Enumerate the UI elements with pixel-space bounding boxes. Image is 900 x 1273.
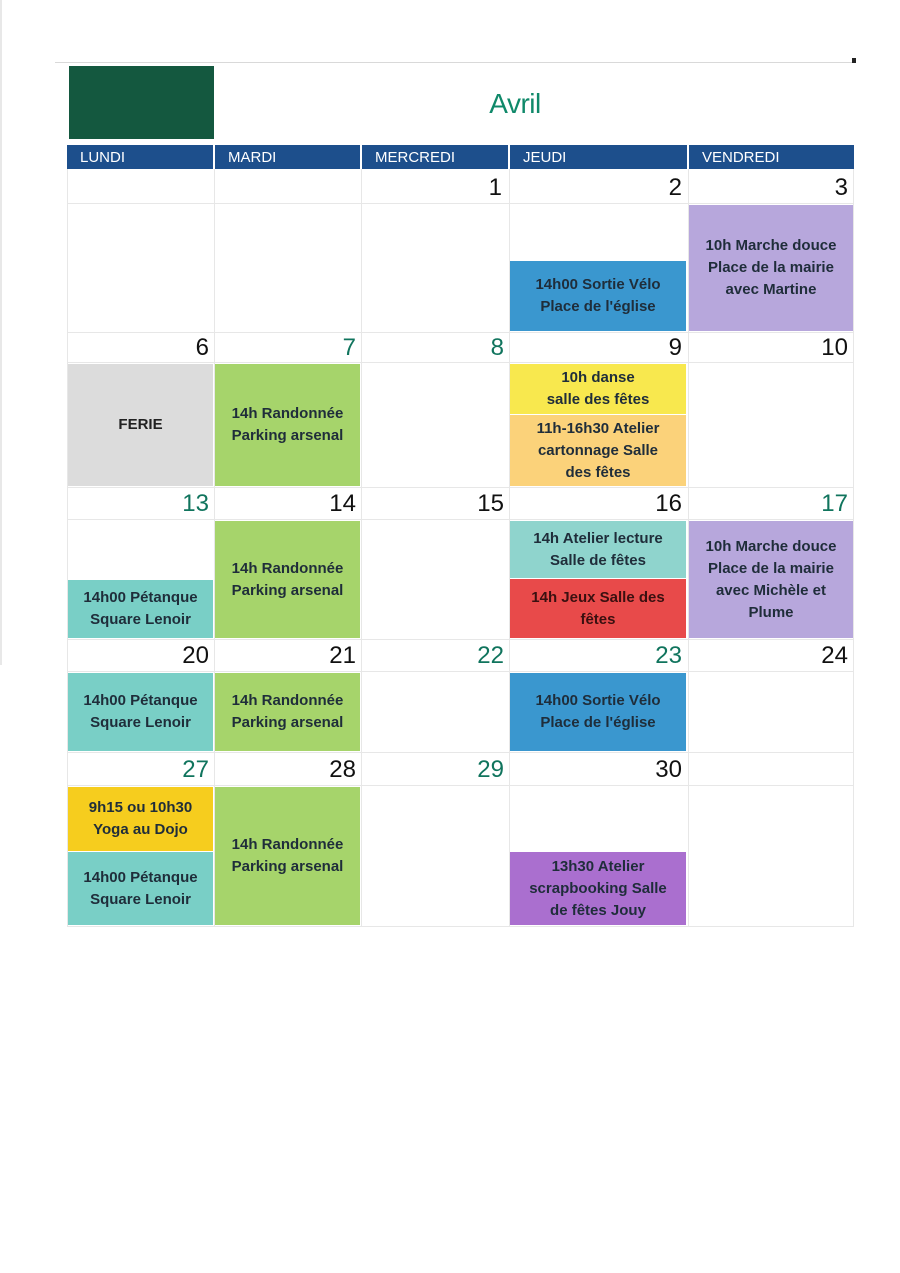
day-number: 14 <box>329 490 356 517</box>
day-number: 27 <box>182 756 209 783</box>
weekday-header-mardi: MARDI <box>215 145 360 169</box>
day-number: 6 <box>195 334 209 361</box>
day-number: 17 <box>821 490 848 517</box>
event-randonnee: 14h Randonnée Parking arsenal <box>215 521 360 638</box>
day-number: 28 <box>329 756 356 783</box>
event-marche-douce: 10h Marche douce Place de la mairie avec Martine <box>689 205 853 331</box>
event-randonnee: 14h Randonnée Parking arsenal <box>215 787 360 925</box>
day-number: 22 <box>477 642 504 669</box>
event-jeux: 14h Jeux Salle des fêtes <box>510 579 686 638</box>
event-atelier-lecture: 14h Atelier lecture Salle de fêtes <box>510 521 686 578</box>
event-velo: 14h00 Sortie Vélo Place de l'église <box>510 673 686 751</box>
event-ferie: FERIE <box>68 364 213 486</box>
grid-line <box>67 785 854 786</box>
event-cartonnage: 11h-16h30 Atelier cartonnage Salle des fêtes <box>510 415 686 486</box>
grid-line <box>67 752 854 753</box>
grid-line <box>853 169 854 927</box>
day-number: 13 <box>182 490 209 517</box>
day-number: 8 <box>490 334 504 361</box>
grid-line <box>67 639 854 640</box>
day-number: 30 <box>655 756 682 783</box>
day-number: 3 <box>834 174 848 201</box>
event-petanque: 14h00 Pétanque Square Lenoir <box>68 673 213 751</box>
grid-line <box>67 203 854 204</box>
day-number: 10 <box>821 334 848 361</box>
day-number: 16 <box>655 490 682 517</box>
day-number: 20 <box>182 642 209 669</box>
logo-block <box>69 66 214 139</box>
event-randonnee: 14h Randonnée Parking arsenal <box>215 364 360 486</box>
event-petanque: 14h00 Pétanque Square Lenoir <box>68 852 213 925</box>
day-number: 24 <box>821 642 848 669</box>
weekday-header-jeudi: JEUDI <box>510 145 687 169</box>
weekday-header-mercredi: MERCREDI <box>362 145 508 169</box>
day-number: 29 <box>477 756 504 783</box>
event-yoga: 9h15 ou 10h30 Yoga au Dojo <box>68 787 213 851</box>
scan-edge-mark <box>0 0 2 665</box>
event-petanque: 14h00 Pétanque Square Lenoir <box>68 580 213 638</box>
day-number: 2 <box>668 174 682 201</box>
day-number: 15 <box>477 490 504 517</box>
day-number: 1 <box>488 174 502 201</box>
weekday-header-lundi: LUNDI <box>67 145 213 169</box>
day-number: 21 <box>329 642 356 669</box>
event-danse: 10h danse salle des fêtes <box>510 364 686 414</box>
grid-line <box>67 926 854 927</box>
event-velo: 14h00 Sortie Vélo Place de l'église <box>510 261 686 331</box>
weekday-header-vendredi: VENDREDI <box>689 145 854 169</box>
corner-dot <box>852 58 856 63</box>
grid-line <box>361 169 362 927</box>
day-number: 9 <box>668 334 682 361</box>
event-randonnee: 14h Randonnée Parking arsenal <box>215 673 360 751</box>
day-number: 23 <box>655 642 682 669</box>
top-rule <box>55 62 853 63</box>
event-scrapbooking: 13h30 Atelier scrapbooking Salle de fêtes Jouy <box>510 852 686 925</box>
grid-line <box>67 487 854 488</box>
day-number: 7 <box>342 334 356 361</box>
event-marche-douce: 10h Marche douce Place de la mairie avec Michèle et Plume <box>689 521 853 638</box>
grid-line <box>67 519 854 520</box>
grid-line <box>67 671 854 672</box>
month-title: Avril <box>489 88 541 119</box>
